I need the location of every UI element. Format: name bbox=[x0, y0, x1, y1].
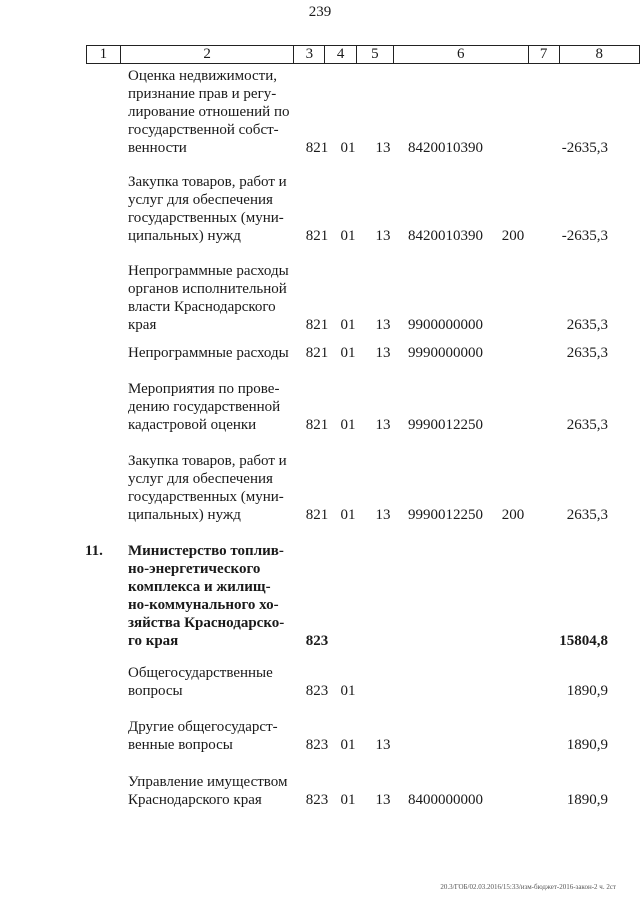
row-number: 11. bbox=[85, 543, 103, 559]
header-col-1: 1 bbox=[87, 46, 121, 64]
row-name: Оценка недвижимости, признание прав и регу- лирование отношений по государственной собст- венности bbox=[128, 68, 290, 156]
cell-c6: 8420010390 bbox=[408, 228, 483, 244]
cell-c3: 823 bbox=[305, 683, 329, 699]
table-row bbox=[0, 380, 640, 434]
cell-c8: 2635,3 bbox=[566, 317, 608, 333]
header-col-7: 7 bbox=[528, 46, 559, 64]
cell-c6: 9990012250 bbox=[408, 507, 483, 523]
header-col-3: 3 bbox=[294, 46, 325, 64]
footer-note: 20.3/ГОБ/02.03.2016/15:33/изм-бюджет-2016-закон-2 ч. 2ст bbox=[440, 883, 616, 891]
cell-c8: 2635,3 bbox=[566, 507, 608, 523]
cell-c3: 823 bbox=[305, 633, 329, 649]
cell-c4: 01 bbox=[340, 792, 356, 808]
row-name: Закупка товаров, работ и услуг для обеспечения государственных (муни- ципальных) нужд bbox=[128, 453, 287, 523]
column-header-row bbox=[86, 45, 640, 64]
cell-c8: 1890,9 bbox=[566, 737, 608, 753]
cell-c8: 1890,9 bbox=[566, 683, 608, 699]
cell-c8: -2635,3 bbox=[561, 140, 608, 156]
header-col-5: 5 bbox=[357, 46, 394, 64]
cell-c5: 13 bbox=[375, 507, 391, 523]
cell-c6: 8420010390 bbox=[408, 140, 483, 156]
cell-c5: 13 bbox=[375, 228, 391, 244]
row-name: Другие общегосударст- венные вопросы bbox=[128, 719, 278, 753]
header-col-8: 8 bbox=[559, 46, 639, 64]
cell-c6: 9990012250 bbox=[408, 417, 483, 433]
cell-c4: 01 bbox=[340, 683, 356, 699]
cell-c5: 13 bbox=[375, 345, 391, 361]
cell-c6: 9900000000 bbox=[408, 317, 483, 333]
table-row bbox=[0, 664, 640, 700]
cell-c3: 821 bbox=[305, 228, 329, 244]
cell-c6: 9990000000 bbox=[408, 345, 483, 361]
cell-c7: 200 bbox=[501, 228, 525, 244]
table-row bbox=[0, 173, 640, 245]
header-col-6: 6 bbox=[393, 46, 528, 64]
cell-c4: 01 bbox=[340, 737, 356, 753]
row-name: Непрограммные расходы органов исполнительной власти Краснодарского края bbox=[128, 263, 289, 333]
cell-c3: 821 bbox=[305, 345, 329, 361]
cell-c4: 01 bbox=[340, 417, 356, 433]
cell-c5: 13 bbox=[375, 417, 391, 433]
cell-c4: 01 bbox=[340, 317, 356, 333]
row-name: Общегосударственные вопросы bbox=[128, 665, 273, 699]
cell-c5: 13 bbox=[375, 140, 391, 156]
cell-c5: 13 bbox=[375, 317, 391, 333]
page-number: 239 bbox=[308, 4, 332, 20]
cell-c3: 823 bbox=[305, 792, 329, 808]
cell-c8: 15804,8 bbox=[559, 633, 608, 649]
cell-c8: -2635,3 bbox=[561, 228, 608, 244]
cell-c8: 1890,9 bbox=[566, 792, 608, 808]
table-row bbox=[0, 67, 640, 157]
cell-c3: 821 bbox=[305, 417, 329, 433]
table-row bbox=[0, 452, 640, 524]
row-name: Управление имуществом Краснодарского края bbox=[128, 774, 288, 808]
cell-c4: 01 bbox=[340, 228, 356, 244]
cell-c6: 8400000000 bbox=[408, 792, 483, 808]
cell-c3: 821 bbox=[305, 317, 329, 333]
cell-c5: 13 bbox=[375, 737, 391, 753]
cell-c3: 821 bbox=[305, 140, 329, 156]
table-row bbox=[0, 718, 640, 754]
cell-c8: 2635,3 bbox=[566, 417, 608, 433]
row-name: Непрограммные расходы bbox=[128, 345, 289, 361]
cell-c7: 200 bbox=[501, 507, 525, 523]
table-row bbox=[0, 542, 640, 650]
row-name: Мероприятия по прове- дению государственной кадастровой оценки bbox=[128, 381, 281, 433]
cell-c3: 823 bbox=[305, 737, 329, 753]
cell-c5: 13 bbox=[375, 792, 391, 808]
header-col-4: 4 bbox=[325, 46, 357, 64]
header-col-2: 2 bbox=[120, 46, 294, 64]
table-row bbox=[0, 773, 640, 809]
cell-c4: 01 bbox=[340, 140, 356, 156]
cell-c4: 01 bbox=[340, 345, 356, 361]
cell-c3: 821 bbox=[305, 507, 329, 523]
table-row bbox=[0, 262, 640, 334]
row-name: Министерство топлив- но-энергетического комплекса и жилищ- но-коммунального хо- зяйства Краснодарско- го края bbox=[128, 543, 285, 649]
cell-c4: 01 bbox=[340, 507, 356, 523]
table-row bbox=[0, 344, 640, 362]
row-name: Закупка товаров, работ и услуг для обеспечения государственных (муни- ципальных) нужд bbox=[128, 174, 287, 244]
cell-c8: 2635,3 bbox=[566, 345, 608, 361]
